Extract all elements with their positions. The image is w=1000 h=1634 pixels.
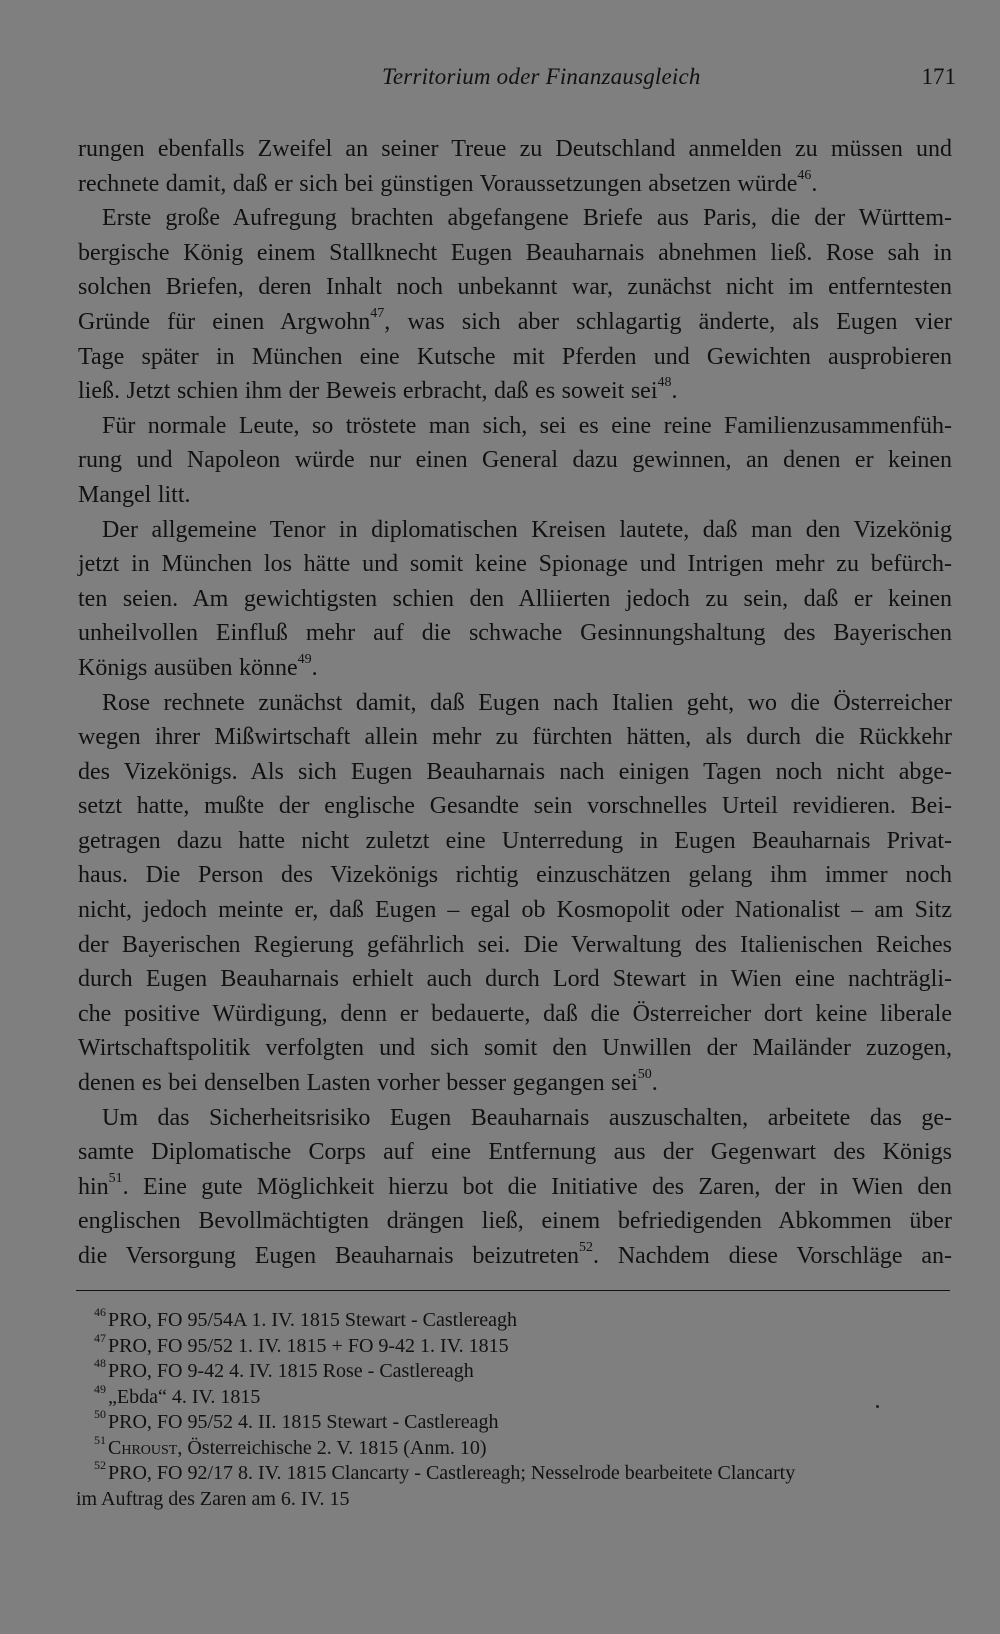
text-run: Tage später in München eine Kutsche mit Pferden und Gewichten ausprobieren bbox=[78, 343, 952, 370]
text-line bbox=[78, 270, 952, 305]
text-run: wegen ihrer Mißwirtschaft allein mehr zu fürchten hätten, als durch die Rückkehr bbox=[78, 724, 952, 751]
text-run: . bbox=[311, 654, 318, 681]
scan-speck bbox=[876, 1405, 879, 1408]
page-number: 171 bbox=[921, 64, 956, 89]
text-line bbox=[78, 651, 952, 686]
text-line bbox=[78, 858, 952, 893]
text-run: . Eine gute Möglichkeit hierzu bot die Initiative des Zaren, der in Wien den bbox=[122, 1173, 952, 1200]
text-run: ten seien. Am gewichtigsten schien den Alliierten jedoch zu sein, daß er keinen bbox=[78, 585, 952, 612]
text-run: PRO, FO 95/52 1. IV. 1815 + FO 9-42 1. IV. 1815 bbox=[108, 1334, 509, 1357]
footnote bbox=[76, 1305, 950, 1334]
text-run: rechnete damit, daß er sich bei günstigen Voraussetzungen absetzen würde bbox=[78, 170, 798, 197]
text-line bbox=[78, 1170, 952, 1205]
text-run: Für normale Leute, so tröstete man sich, sei es eine reine Familienzusammenfüh- bbox=[102, 412, 952, 439]
text-line bbox=[78, 997, 952, 1032]
footnote-number: 46 bbox=[94, 1305, 106, 1320]
text-line bbox=[78, 1135, 952, 1170]
footnote-separator bbox=[76, 1290, 950, 1291]
text-run: haus. Die Person des Vizekönigs richtig einzuschätzen gelang ihm immer noch bbox=[78, 862, 952, 889]
text-run: PRO, FO 95/52 4. II. 1815 Stewart - Castlereagh bbox=[108, 1411, 499, 1433]
text-line bbox=[78, 443, 952, 478]
body-text bbox=[78, 132, 952, 1274]
text-line bbox=[78, 755, 952, 790]
text-line bbox=[78, 962, 952, 997]
text-line bbox=[78, 720, 952, 755]
text-run: Rose rechnete zunächst damit, daß Eugen nach Italien geht, wo die Österreicher bbox=[102, 689, 952, 716]
text-line bbox=[78, 1031, 952, 1066]
footnote-reference: 52 bbox=[578, 1240, 593, 1255]
footnote bbox=[76, 1356, 950, 1385]
text-run: . bbox=[811, 170, 818, 197]
text-line bbox=[78, 478, 952, 513]
text-run: im Auftrag des Zaren am 6. IV. 15 bbox=[76, 1487, 350, 1510]
footnote bbox=[76, 1458, 950, 1487]
footnote bbox=[76, 1407, 950, 1436]
text-line bbox=[78, 824, 952, 859]
text-line bbox=[78, 616, 952, 651]
text-run: nicht, jedoch meinte er, daß Eugen – egal ob Kosmopolit oder Nationalist – am Sitz bbox=[78, 897, 952, 924]
footnote-number: 47 bbox=[94, 1330, 106, 1345]
footnote-number: 48 bbox=[94, 1356, 106, 1371]
footnote bbox=[76, 1487, 950, 1513]
text-line bbox=[78, 686, 952, 721]
text-run: rungen ebenfalls Zweifel an seiner Treue zu Deutschland anmelden zu müssen und bbox=[78, 136, 952, 162]
text-run: getragen dazu hatte nicht zuletzt eine Unterredung in Eugen Beauharnais Privat- bbox=[78, 827, 952, 854]
text-run: , was sich aber schlagartig änderte, als Eugen vier bbox=[384, 308, 952, 335]
text-line bbox=[78, 1101, 952, 1136]
text-run: die Versorgung Eugen Beauharnais beizutreten bbox=[78, 1243, 579, 1269]
text-run: rung und Napoleon würde nur einen General dazu gewinnen, an denen er keinen bbox=[78, 447, 952, 474]
footnote-reference: 47 bbox=[370, 305, 385, 321]
text-run: ließ. Jetzt schien ihm der Beweis erbracht, daß es soweit sei bbox=[78, 378, 658, 405]
text-run: unheilvollen Einfluß mehr auf die schwache Gesinnungshaltung des Bayerischen bbox=[78, 620, 952, 647]
footnote bbox=[76, 1432, 950, 1462]
footnote bbox=[76, 1381, 950, 1411]
text-run: che positive Würdigung, denn er bedauerte, daß die Österreicher dort keine liberale bbox=[78, 1000, 952, 1027]
footnote-number: 50 bbox=[94, 1407, 106, 1422]
text-run: . bbox=[651, 1070, 658, 1097]
text-run: Wirtschaftspolitik verfolgten und sich somit den Unwillen der Mailänder zuzogen, bbox=[78, 1035, 952, 1062]
footnote-reference: 49 bbox=[297, 651, 312, 667]
text-run: jetzt in München los hätte und somit keine Spionage und Intrigen mehr zu befürch- bbox=[78, 551, 952, 578]
page-header bbox=[0, 64, 1000, 100]
text-line bbox=[78, 582, 952, 617]
text-run: Königs ausüben könne bbox=[78, 654, 298, 681]
text-run: „Ebda“ 4. IV. 1815 bbox=[108, 1385, 261, 1408]
running-title: Territorium oder Finanzausgleich bbox=[382, 64, 701, 89]
footnotes bbox=[76, 1305, 950, 1512]
text-run: Mangel litt. bbox=[78, 481, 191, 508]
text-line bbox=[78, 201, 952, 236]
footnote-reference: 48 bbox=[657, 375, 672, 391]
text-line bbox=[78, 928, 952, 963]
footnote-number: 52 bbox=[94, 1458, 106, 1473]
text-line bbox=[78, 513, 952, 548]
author-name: Chroust bbox=[108, 1436, 178, 1459]
text-line bbox=[78, 1239, 952, 1274]
text-line bbox=[78, 893, 952, 928]
text-run: PRO, FO 92/17 8. IV. 1815 Clancarty - Castlereagh; Nesselrode bearbeitete Clancarty bbox=[108, 1462, 796, 1484]
footnote-reference: 50 bbox=[637, 1067, 652, 1083]
text-line bbox=[78, 340, 952, 375]
text-run: Um das Sicherheitsrisiko Eugen Beauharnais auszuschalten, arbeitete das ge- bbox=[102, 1104, 952, 1131]
text-run: setzt hatte, mußte der englische Gesandte sein vorschnelles Urteil revidieren. Bei- bbox=[78, 793, 952, 820]
text-run: des Vizekönigs. Als sich Eugen Beauharnais nach einigen Tagen noch nicht abge- bbox=[78, 758, 952, 785]
text-line bbox=[78, 547, 952, 582]
text-run: der Bayerischen Regierung gefährlich sei. Die Verwaltung des Italienischen Reiches bbox=[78, 931, 952, 958]
footnote bbox=[76, 1330, 950, 1360]
text-run: . Nachdem diese Vorschläge an- bbox=[592, 1243, 952, 1269]
text-line bbox=[78, 167, 952, 202]
text-run: , Österreichische 2. V. 1815 (Anm. 10) bbox=[177, 1436, 487, 1459]
text-run: PRO, FO 95/54A 1. IV. 1815 Stewart - Castlereagh bbox=[108, 1309, 518, 1331]
text-run: solchen Briefen, deren Inhalt noch unbekannt war, zunächst nicht im entferntesten bbox=[78, 274, 952, 301]
footnote-reference: 46 bbox=[797, 167, 812, 183]
footnote-number: 51 bbox=[94, 1432, 106, 1447]
text-run: hin bbox=[78, 1173, 109, 1200]
text-run: samte Diplomatische Corps auf eine Entfernung aus der Gegenwart des Königs bbox=[78, 1139, 952, 1166]
text-run: Erste große Aufregung brachten abgefangene Briefe aus Paris, die der Württem- bbox=[102, 205, 952, 232]
text-run: Der allgemeine Tenor in diplomatischen Kreisen lautete, daß man den Vizekönig bbox=[102, 516, 952, 543]
text-run: bergische König einem Stallknecht Eugen Beauharnais abnehmen ließ. Rose sah in bbox=[78, 239, 952, 266]
text-line bbox=[78, 789, 952, 824]
text-line bbox=[78, 236, 952, 271]
footnote-number: 49 bbox=[94, 1381, 106, 1396]
text-run: denen es bei denselben Lasten vorher besser gegangen sei bbox=[78, 1070, 638, 1097]
footnote-reference: 51 bbox=[108, 1170, 123, 1186]
text-line bbox=[78, 305, 952, 340]
text-line bbox=[78, 1204, 952, 1239]
text-run: durch Eugen Beauharnais erhielt auch durch Lord Stewart in Wien eine nachträgli- bbox=[78, 966, 952, 993]
text-run: . bbox=[671, 378, 678, 405]
text-run: PRO, FO 9-42 4. IV. 1815 Rose - Castlereagh bbox=[108, 1360, 474, 1382]
text-line bbox=[78, 374, 952, 409]
text-line bbox=[78, 409, 952, 444]
text-run: englischen Bevollmächtigten drängen ließ, einem befriedigenden Abkommen über bbox=[78, 1208, 952, 1235]
text-line bbox=[78, 1066, 952, 1101]
text-run: Gründe für einen Argwohn bbox=[78, 308, 371, 335]
text-line bbox=[78, 132, 952, 167]
